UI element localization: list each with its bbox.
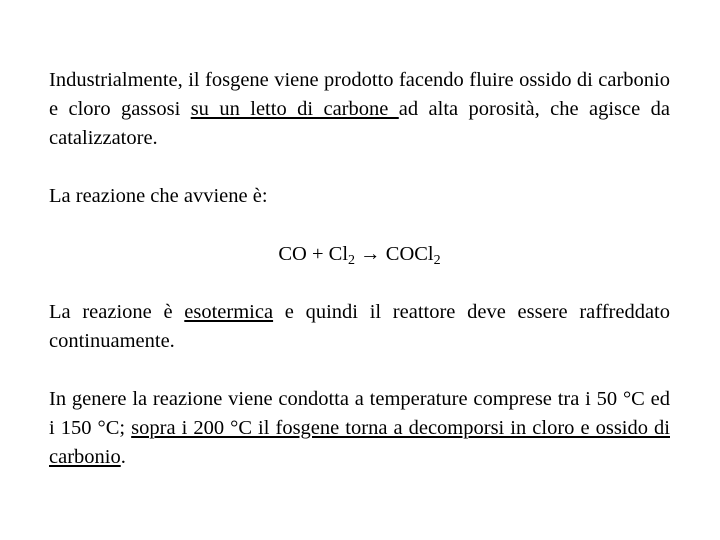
paragraph-production-text: Industrialmente, il fosgene viene prodotto facendo fluire ossido di carbonio e cloro gassosi [49,69,670,120]
paragraph-temperature-text: In genere la reazione viene condotta a temperature comprese tra i 50 °C ed i 150 °C; [49,388,670,439]
spacer [49,356,670,385]
paragraph-temperature [49,385,670,472]
underlined-exothermic: esotermica [184,301,274,323]
equation-product: → COCl [355,243,434,265]
spacer [49,269,670,298]
equation-subscript-cl2: 2 [348,253,356,268]
chemical-equation [49,240,670,269]
paragraph-temperature-tail: . [120,446,126,468]
paragraph-reaction-intro: La reazione che avviene è: [49,185,268,207]
underlined-decomposition: sopra i 200 °C il fosgene torna a decomporsi in cloro e ossido di carbonio [49,417,670,468]
underlined-carbon-bed: su un letto di carbone [190,98,399,120]
paragraph-exothermic-text: La reazione è [49,301,185,323]
spacer [49,153,670,182]
paragraph-exothermic [49,298,670,356]
equation-subscript-cocl2: 2 [433,253,441,268]
paragraph-production [49,66,670,153]
equation-reactants: CO + Cl [278,243,349,265]
slide-content [49,66,670,472]
paragraph-production-tail: ad alta porosità, che agisce da catalizzatore. [49,98,670,149]
spacer [49,211,670,240]
paragraph-exothermic-tail: e quindi il reattore deve essere raffreddato continuamente. [49,301,670,352]
